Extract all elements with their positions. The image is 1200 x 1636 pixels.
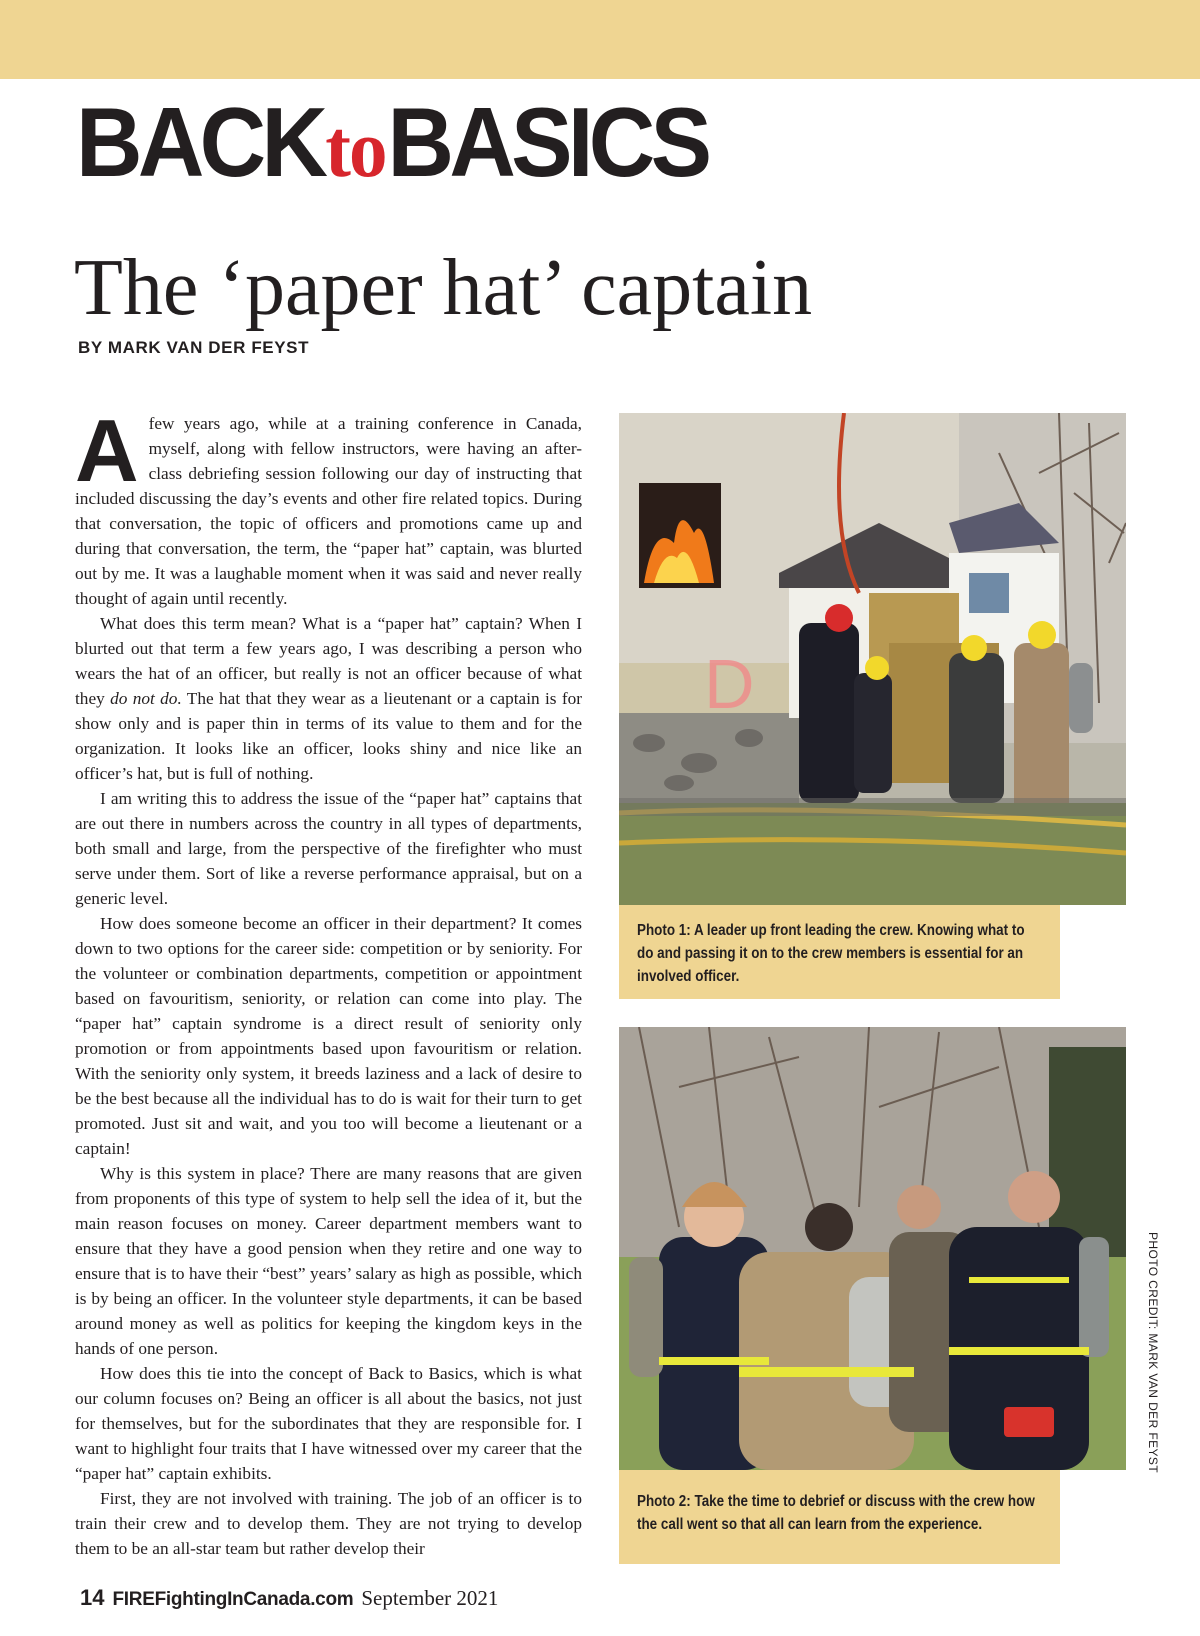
column-title-basics: BASICS <box>387 87 708 197</box>
body-text: What does this term mean? What is a “paper hat” captain? When I blurted out that term a few years ago, I was describing a person who wears the hat of an officer, but really is not an officer because of what they <box>75 614 582 708</box>
body-text: few years ago, while at a training conference in Canada, myself, along with fellow instructors, were having an after-class debriefing session following our day of instructing that included discussing the day’s events and other fire related topics. During that conversation, the topic of officers and promotions came up and during that conversation, the term, the “paper hat” captain, was blurted out by me. It was a laughable moment when it was said and never really thought of again until recently. <box>75 414 582 608</box>
top-color-band <box>0 0 1200 79</box>
article-body <box>75 411 582 1561</box>
photo-caption <box>619 905 1060 999</box>
article-headline: The ‘paper hat’ captain <box>74 244 813 332</box>
caption-text: Photo 2: Take the time to debrief or discuss with the crew how the call went so that all can learn from the experience. <box>637 1493 1035 1533</box>
footer-site: FIREFightingInCanada.com <box>112 1589 354 1610</box>
body-paragraph: Why is this system in place? There are many reasons that are given from proponents of this type of system to help sell the idea of it, but the main reason focuses on money. Career department members want to ensure that they have a good pension when they retire and one way to ensure that is to have their “best” years’ salary as high as possible, which is by being an officer. In the volunteer style departments, it can be based around money as well as politics for keeping the kingdom keys in the hands of one person. <box>75 1164 582 1358</box>
column-title-back: BACK <box>76 87 324 197</box>
photo-caption <box>619 1470 1060 1564</box>
body-paragraph: How does someone become an officer in their department? It comes down to two options for the career side: competition or by seniority. For the volunteer or combination departments, competition or appointment based on favouritism, seniority, or relation can come into play. The “paper hat” captain syndrome is a direct result of seniority only promotion or from appointments based upon favouritism or relation. With the seniority only system, it breeds laziness and a lack of desire to be the best because all the individual has to do is wait for their turn to get promoted. Just sit and wait, and you too will become a lieutenant or a captain! <box>75 914 582 1158</box>
body-paragraph: I am writing this to address the issue of the “paper hat” captains that are out there in numbers across the country in all types of departments, both small and large, from the perspective of the firefighter who must serve under them. Sort of like a reverse performance appraisal, but on a generic level. <box>75 789 582 908</box>
column-title <box>76 87 708 197</box>
house-fire-photo <box>619 413 1126 905</box>
crew-debrief-photo <box>619 1027 1126 1470</box>
body-text: The hat that they wear as a lieutenant or a captain is for show only and is paper thin in terms of its value to them and for the organization. It looks like an officer, looks shiny and nice like an officer’s hat, but is full of nothing. <box>75 689 582 783</box>
column-title-to: to <box>325 103 386 194</box>
svg-text:D: D <box>704 645 755 723</box>
body-emphasis: do not do. <box>110 689 182 708</box>
page-number: 14 <box>80 1585 105 1610</box>
footer-date: September 2021 <box>361 1586 499 1610</box>
page-footer <box>80 1585 498 1611</box>
caption-text: Photo 1: A leader up front leading the crew. Knowing what to do and passing it on to the crew members is essential for an involved officer. <box>637 922 1025 985</box>
article-byline: BY MARK VAN DER FEYST <box>78 338 310 357</box>
body-paragraph: First, they are not involved with training. The job of an officer is to train their crew and to develop them. They are not trying to develop them to be an all-star team but rather develop their <box>75 1489 582 1558</box>
body-paragraph <box>75 411 582 611</box>
photo-credit <box>1087 1232 1160 1474</box>
body-paragraph <box>75 611 582 786</box>
body-paragraph: How does this tie into the concept of Back to Basics, which is what our column focuses on? Being an officer is all about the basics, not just for themselves, but for the subordinates that they are responsible for. I want to highlight four traits that I have witnessed over my career that the “paper hat” captain exhibits. <box>75 1364 582 1483</box>
drop-cap: A <box>75 411 139 500</box>
photo-credit-text: PHOTO CREDIT: MARK VAN DER FEYST <box>1146 1232 1160 1474</box>
